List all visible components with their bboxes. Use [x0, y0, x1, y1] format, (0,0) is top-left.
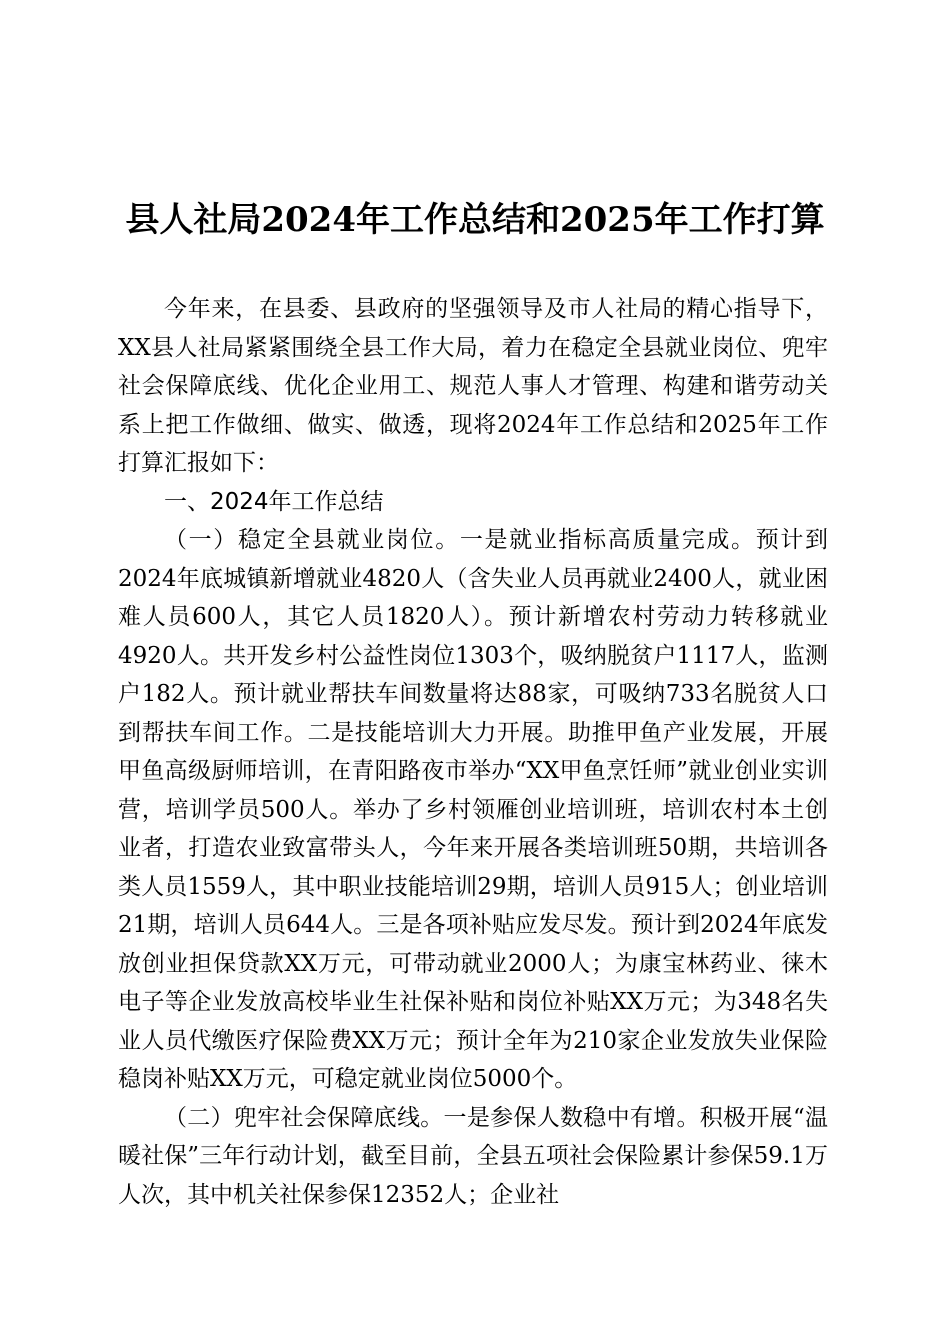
document-title: 县人社局2024年工作总结和2025年工作打算 — [125, 200, 825, 240]
section-heading: 一、2024年工作总结 — [164, 488, 384, 515]
intro-paragraph: 今年来，在县委、县政府的坚强领导及市人社局的精心指导下，XX县人社局紧紧围绕全县工作大局，着力在稳定全县就业岗位、兜牢社会保障底线、优化企业用工、规范人事人才管理、构建和谐劳动关系上把工作做细、做实、做透，现将2024年工作总结和2025年工作打算汇报如下： — [118, 296, 828, 476]
paragraph-employment-text: 一是就业指标高质量完成。预计到2024年底城镇新增就业4820人（含失业人员再就业2400人，就业困难人员600人，其它人员1820人）。预计新增农村劳动力转移就业4920人。共开发乡村公益性岗位1303个，吸纳脱贫户1117人，监测户182人。预计就业帮扶车间数量将达88家，可吸纳733名脱贫人口到帮扶车间工作。二是技能培训大力开展。助推甲鱼产业发展，开展甲鱼高级厨师培训，在青阳路夜市举办“XX甲鱼烹饪师”就业创业实训营，培训学员500人。举办了乡村领雁创业培训班，培训农村本土创业者，打造农业致富带头人，今年来开展各类培训班50期，共培训各类人员1559人，其中职业技能培训29期，培训人员915人；创业培训21期，培训人员644人。三是各项补贴应发尽发。预计到2024年底发放创业担保贷款XX万元，可带动就业2000人；为康宝林药业、徕木电子等企业发放高校毕业生社保补贴和岗位补贴XX万元；为348名失业人员代缴医疗保险费XX万元；预计全年为210家企业发放失业保险稳岗补贴XX万元，可稳定就业岗位5000个。 — [118, 527, 829, 1092]
paragraph-social-security-text: 一是参保人数稳中有增。积极开展“温暖社保”三年行动计划，截至目前，全县五项社会保险累计参保59.1万人次，其中机关社保参保12352人；企业社 — [118, 1104, 828, 1208]
document-body — [118, 290, 828, 1214]
subheading-employment: （一）稳定全县就业岗位。 — [164, 527, 460, 553]
paragraph-employment — [118, 521, 828, 1099]
paragraph-social-security — [118, 1099, 828, 1215]
subheading-social-security: （二）兜牢社会保障底线。 — [164, 1104, 444, 1131]
